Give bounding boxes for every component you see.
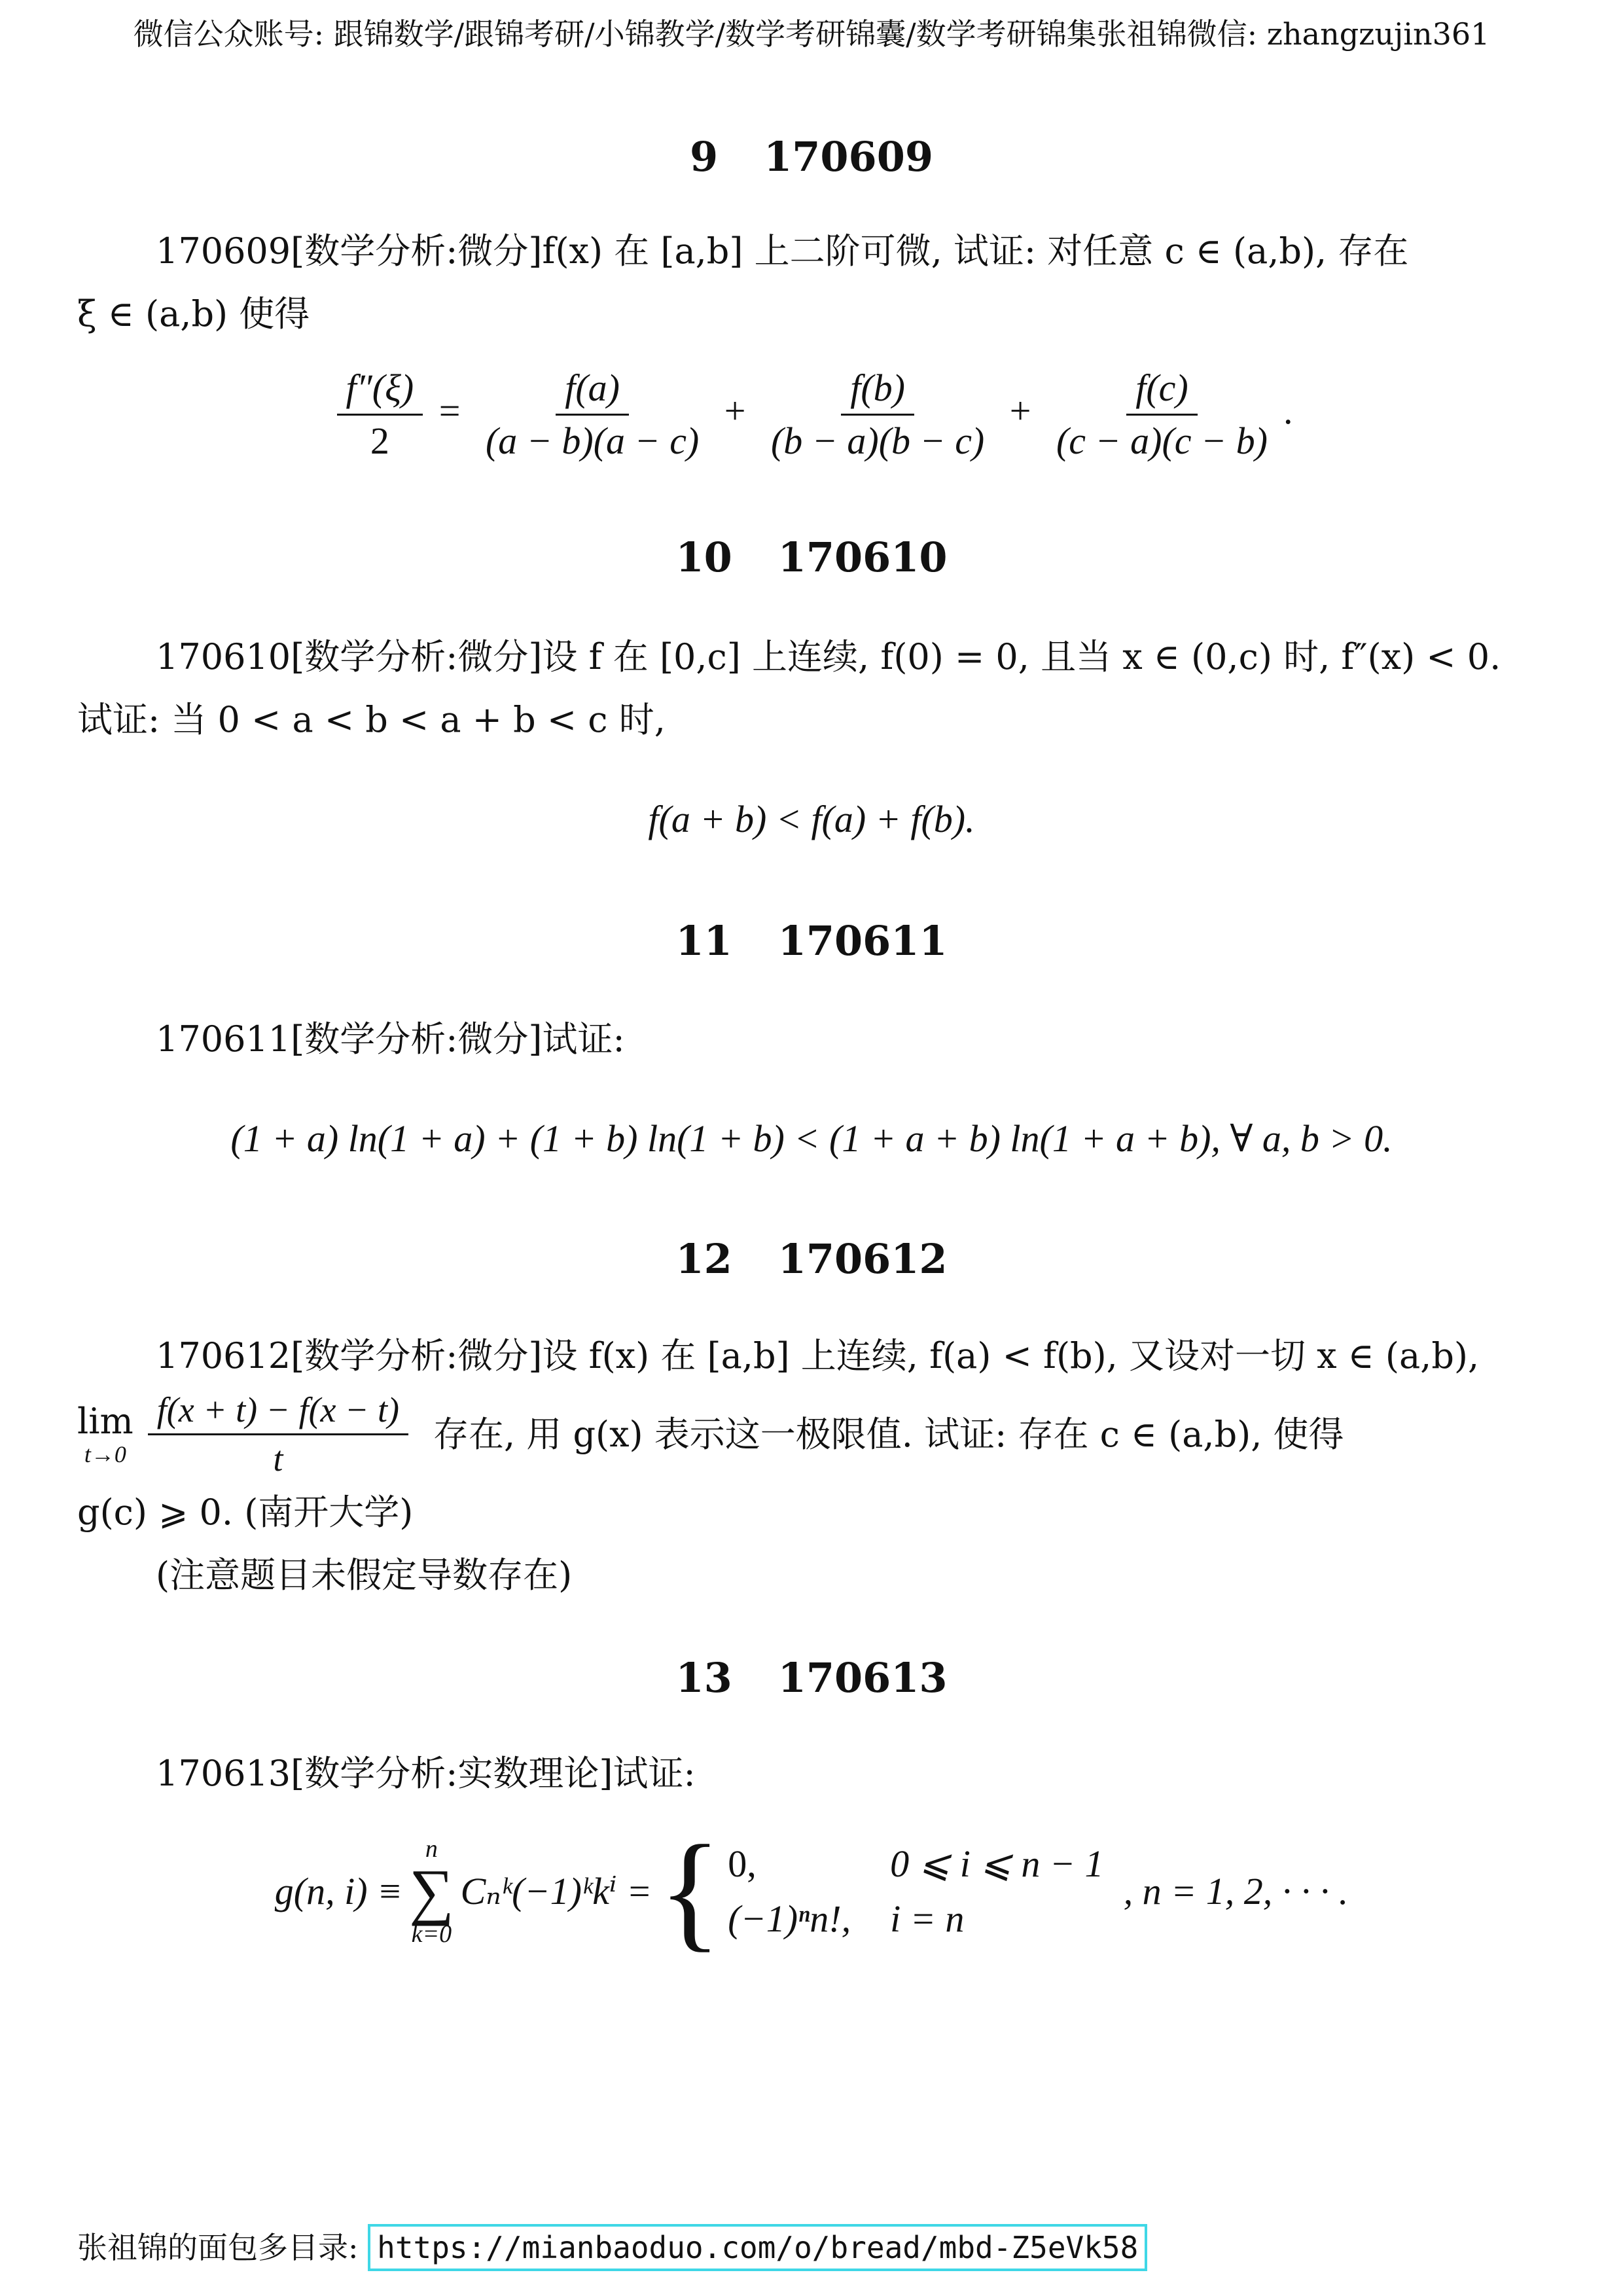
problem-170613-text [77, 1742, 1546, 1805]
problem-line: 170612[数学分析:微分]设 f(x) 在 [a,b] 上连续, f(a) < f(b), 又设对一切 x ∈ (a,b), [156, 1335, 1480, 1376]
page-footer [77, 2224, 1147, 2271]
section-number: 10 [675, 533, 732, 581]
problem-line: 170610[数学分析:微分]设 f 在 [0,c] 上连续, f(0) = 0, 且当 x ∈ (0,c) 时, f″(x) < 0. [156, 636, 1501, 677]
problem-170612-text [77, 1325, 1546, 1607]
section-code: 170613 [777, 1654, 948, 1702]
problem-line: 170609[数学分析:微分]f(x) 在 [a,b] 上二阶可微, 试证: 对任意 c ∈ (a,b), 存在 [156, 230, 1409, 272]
limit-fraction: $\frac{f(x + t) - f(x - t)}{t}$ [148, 1390, 408, 1479]
problem-line: 存在, 用 g(x) 表示这一极限值. 试证: 存在 c ∈ (a,b), 使得 [433, 1413, 1344, 1455]
fraction: $\frac{f(c)}{(c - a)(c - b)}$ [1056, 367, 1268, 462]
equation-170609: $\frac{f''(\xi)}{2}$ = $\frac{f(a)}{(a - b)(a - c)}$ + $\frac{f(b)}{(b - a)(b - c)}$ + $\frac{f(c)}{(c - a)(c - b)}$ . [0, 367, 1623, 463]
section-code: 170610 [777, 533, 948, 581]
summation-symbol: n ∑ k=0 [409, 1835, 454, 1948]
section-11-title [0, 915, 1623, 967]
page-header: 微信公众账号: 跟锦数学/跟锦考研/小锦教学/数学考研锦囊/数学考研锦集张祖锦微信: zhangzujin361 [133, 16, 1490, 52]
brace: { [658, 1819, 722, 1964]
section-number: 9 [690, 133, 719, 181]
fraction: $\frac{f''(\xi)}{2}$ [337, 367, 423, 463]
problem-170610-text [77, 626, 1546, 751]
section-12-title [0, 1233, 1623, 1285]
equation-170613: g(n, i) ≡ n ∑ k=0 Cₙᵏ(−1)ᵏkⁱ = { 0, 0 ⩽ i ⩽ n − 1 (−1)ⁿn!, i = n , n = 1, 2, · · · . [274, 1819, 1349, 1964]
catalog-link[interactable]: https://mianbaoduo.com/o/bread/mbd-Z5eVk58 [368, 2224, 1147, 2271]
fraction: $\frac{f(a)}{(a - b)(a - c)}$ [485, 367, 700, 462]
problem-line: 170611[数学分析:微分]试证: [156, 1018, 625, 1060]
cases: 0, 0 ⩽ i ⩽ n − 1 (−1)ⁿn!, i = n [728, 1842, 1104, 1940]
problem-170611-text [77, 1008, 1546, 1071]
problem-line: ξ ∈ (a,b) 使得 [77, 293, 310, 334]
section-number: 11 [675, 917, 732, 965]
problem-line: 170613[数学分析:实数理论]试证: [156, 1753, 696, 1794]
section-13-title [0, 1652, 1623, 1704]
problem-note: (注意题目未假定导数存在) [156, 1554, 573, 1596]
problem-line: g(c) ⩾ 0. (南开大学) [77, 1492, 414, 1533]
equation-170611: (1 + a) ln(1 + a) + (1 + b) ln(1 + b) < (1 + a + b) ln(1 + a + b), ∀ a, b > 0. [230, 1117, 1393, 1160]
section-code: 170612 [777, 1235, 948, 1283]
section-number: 13 [675, 1654, 732, 1702]
section-9-title [0, 131, 1623, 183]
problem-170609-text [77, 220, 1546, 346]
equation-170610: f(a + b) < f(a) + f(b). [648, 798, 975, 840]
fraction: $\frac{f(b)}{(b - a)(b - c)}$ [770, 367, 985, 462]
section-number: 12 [675, 1235, 732, 1283]
limit-operator: lim t→0 [77, 1400, 134, 1467]
section-code: 170611 [777, 917, 948, 965]
problem-line: 试证: 当 0 < a < b < a + b < c 时, [77, 699, 666, 740]
section-code: 170609 [764, 133, 933, 181]
footer-label: 张祖锦的面包多目录: [77, 2230, 359, 2265]
section-10-title [0, 531, 1623, 584]
